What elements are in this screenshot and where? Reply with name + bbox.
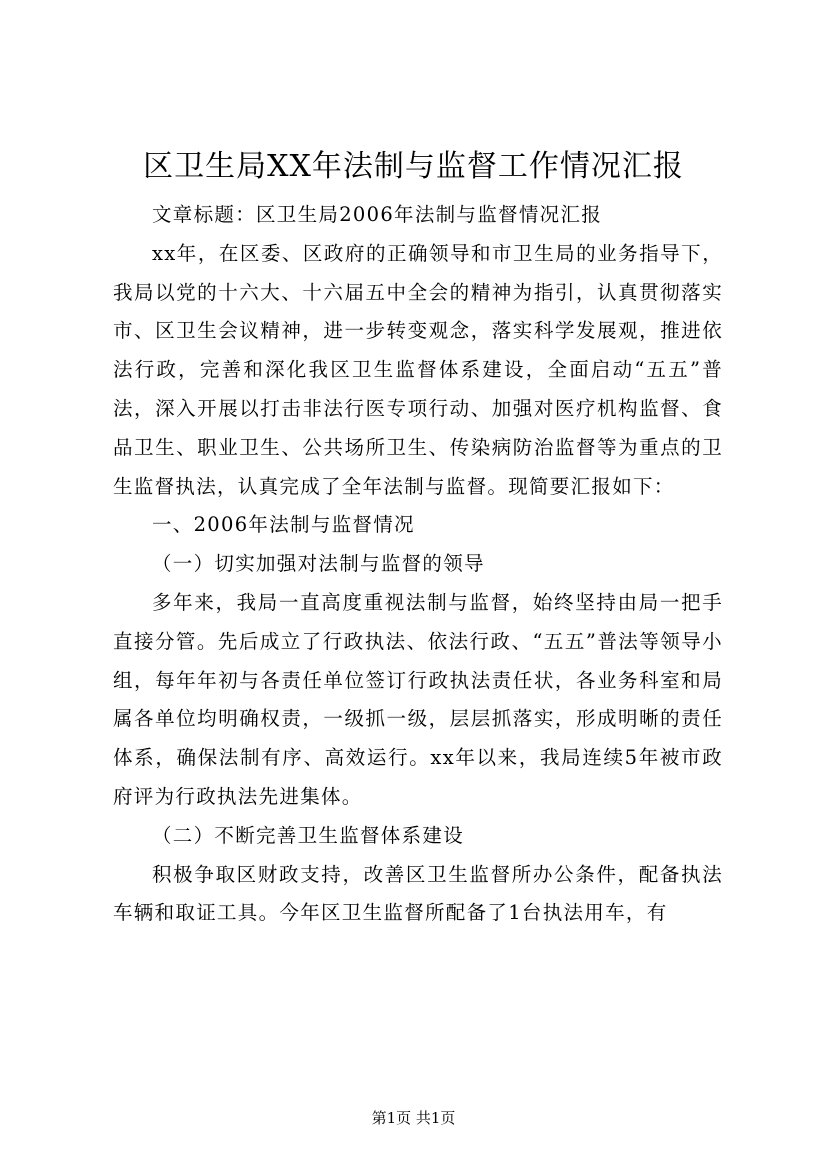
intro-paragraph: xx年，在区委、区政府的正确领导和市卫生局的业务指导下，我局以党的十六大、十六届五中全会的精神为指引，认真贯彻落实市、区卫生会议精神，进一步转变观念，落实科学发展观，推进依法行政，完善和深化我区卫生监督体系建设，全面启动“五五”普法，深入开展以打击非法行医专项行动、加强对医疗机构监督、食品卫生、职业卫生、公共场所卫生、传染病防治监督等为重点的卫生监督执法，认真完成了全年法制与监督。现简要汇报如下：: [113, 241, 723, 498]
document-body: [113, 196, 723, 933]
body-paragraph-2: 积极争取区财政支持，改善区卫生监督所办公条件，配备执法车辆和取证工具。今年区卫生监督所配备了1台执法用车，有: [113, 862, 723, 925]
section-heading: 一、2006年法制与监督情况: [152, 513, 415, 537]
subsection-heading-1: （一）切实加强对法制与监督的领导: [152, 552, 485, 576]
article-title-line: 文章标题：区卫生局2006年法制与监督情况汇报: [152, 203, 603, 226]
body-paragraph-1: 多年来，我局一直高度重视法制与监督，始终坚持由局一把手直接分管。先后成立了行政执法、依法行政、“五五”普法等领导小组，每年年初与各责任单位签订行政执法责任状，各业务科室和局属各单位均明确权责，一级抓一级，层层抓落实，形成明晰的责任体系，确保法制有序、高效运行。xx年以来，我局连续5年被市政府评为行政执法先进集体。: [113, 590, 723, 808]
document-title: 区卫生局XX年法制与监督工作情况汇报: [143, 149, 684, 184]
subsection-heading-2: （二）不断完善卫生监督体系建设: [152, 823, 465, 847]
page-footer: 第1页 共1页: [371, 1109, 456, 1127]
